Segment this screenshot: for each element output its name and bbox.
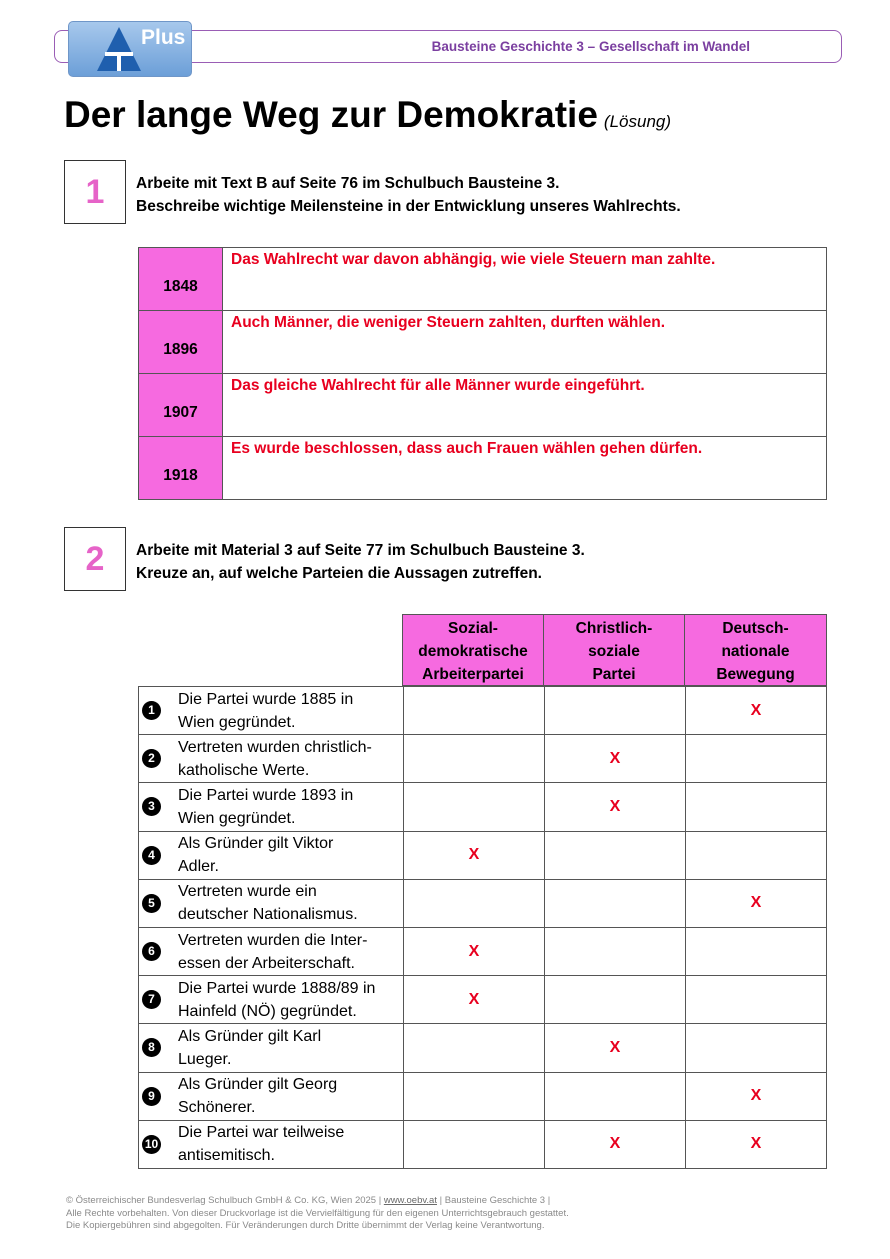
column-header-line: Sozial-	[448, 620, 498, 637]
checkbox-cell[interactable]	[545, 831, 686, 879]
statement-line: Die Partei war teilweise	[178, 1124, 345, 1142]
footer-copyright: © Österreichischer Bundesverlag Schulbuch GmbH & Co. KG, Wien 2025 |	[66, 1195, 384, 1206]
statement-line: Die Partei wurde 1888/89 in	[178, 979, 376, 997]
checkbox-cell[interactable]	[686, 831, 827, 879]
row-number-badge: 6	[142, 942, 161, 961]
table-row	[139, 783, 827, 831]
footer	[66, 1195, 569, 1233]
statement-line: Schönerer.	[178, 1099, 256, 1117]
column-header-line: soziale	[588, 643, 640, 660]
checkbox-cell[interactable]	[404, 1024, 545, 1072]
answer-cell: Das Wahlrecht war davon abhängig, wie viele Steuern man zahlte.	[223, 248, 827, 311]
checkbox-cell[interactable]: X	[686, 1072, 827, 1120]
milestones-table	[138, 247, 827, 500]
triangle-logo-icon	[95, 25, 143, 73]
checkbox-cell[interactable]: X	[404, 831, 545, 879]
task2-line2: Kreuze an, auf welche Parteien die Aussagen zutreffen.	[136, 565, 542, 582]
statement-line: Lueger.	[178, 1050, 232, 1068]
column-header-line: Christlich-	[575, 620, 653, 637]
table-row	[139, 927, 827, 975]
column-header-line: Deutsch-	[722, 620, 789, 637]
checkbox-cell[interactable]	[686, 976, 827, 1024]
column-header-line: Partei	[592, 666, 636, 683]
statement-line: essen der Arbeiterschaft.	[178, 954, 355, 972]
statement-line: Wien gegründet.	[178, 809, 296, 827]
checkbox-cell[interactable]	[404, 687, 545, 735]
statement-line: Hainfeld (NÖ) gegründet.	[178, 1002, 357, 1020]
answer-cell: Das gleiche Wahlrecht für alle Männer wurde eingeführt.	[223, 374, 827, 437]
checkbox-cell[interactable]	[404, 783, 545, 831]
series-title: Bausteine Geschichte 3 – Gesellschaft im Wandel	[431, 39, 750, 54]
plus-logo	[68, 21, 192, 77]
statement-line: deutscher Nationalismus.	[178, 906, 358, 924]
task1-line2: Beschreibe wichtige Meilensteine in der Entwicklung unseres Wahlrechts.	[136, 198, 681, 215]
column-header-line: Bewegung	[716, 666, 795, 683]
checkbox-cell[interactable]	[404, 735, 545, 783]
checkbox-cell[interactable]	[404, 879, 545, 927]
task2-line1: Arbeite mit Material 3 auf Seite 77 im Schulbuch Bausteine 3.	[136, 542, 585, 559]
table-row	[139, 735, 827, 783]
statement-cell	[139, 1024, 404, 1072]
table-row	[139, 879, 827, 927]
publisher-link[interactable]: www.oebv.at	[383, 1195, 437, 1206]
table-row	[139, 374, 827, 437]
statement-line: Die Partei wurde 1893 in	[178, 786, 354, 804]
checkbox-cell[interactable]	[404, 1072, 545, 1120]
checkbox-cell[interactable]: X	[404, 976, 545, 1024]
checkbox-cell[interactable]	[545, 1072, 686, 1120]
statement-cell	[139, 1072, 404, 1120]
statement-line: Vertreten wurden christlich-	[178, 738, 372, 756]
statement-cell	[139, 927, 404, 975]
checkbox-cell[interactable]: X	[545, 1120, 686, 1168]
footer-book: | Bausteine Geschichte 3 |	[436, 1195, 551, 1206]
task2-number: 2	[64, 527, 126, 591]
year-cell: 1848	[139, 248, 223, 311]
footer-line2: Alle Rechte vorbehalten. Von dieser Druckvorlage ist die Vervielfältigung für den eigenen Unterrichtsgebrauch gestattet.	[66, 1207, 569, 1219]
statement-line: Adler.	[178, 858, 219, 876]
checkbox-cell[interactable]: X	[545, 735, 686, 783]
footer-line3: Die Kopiergebühren sind abgegolten. Für Veränderungen durch Dritte übernimmt der Verlag keine Verantwortung.	[66, 1220, 545, 1231]
statement-line: Die Partei wurde 1885 in	[178, 690, 354, 708]
row-number-badge: 1	[142, 701, 161, 720]
solution-tag: (Lösung)	[603, 112, 672, 131]
column-header-line: Arbeiterpartei	[422, 666, 524, 683]
statement-cell	[139, 879, 404, 927]
table-row	[139, 687, 827, 735]
checkbox-cell[interactable]	[686, 735, 827, 783]
row-number-badge: 8	[142, 1038, 161, 1057]
checkbox-cell[interactable]: X	[686, 687, 827, 735]
column-header-spoe	[402, 614, 544, 686]
task1-number: 1	[64, 160, 126, 224]
statement-line: Als Gründer gilt Viktor	[178, 835, 334, 853]
checkbox-cell[interactable]	[686, 927, 827, 975]
statement-line: katholische Werte.	[178, 761, 310, 779]
checkbox-cell[interactable]	[404, 1120, 545, 1168]
row-number-badge: 10	[142, 1135, 161, 1154]
row-number-badge: 2	[142, 749, 161, 768]
task1-instructions	[136, 172, 681, 218]
checkbox-cell[interactable]	[545, 976, 686, 1024]
footer-line1	[66, 1195, 569, 1208]
parties-table	[138, 686, 827, 1169]
statement-line: Vertreten wurden die Inter-	[178, 931, 368, 949]
checkbox-cell[interactable]	[545, 927, 686, 975]
column-header-christlichsozial	[543, 614, 685, 686]
year-cell: 1918	[139, 437, 223, 500]
checkbox-cell[interactable]	[545, 879, 686, 927]
statement-cell	[139, 687, 404, 735]
answer-cell: Auch Männer, die weniger Steuern zahlten, durften wählen.	[223, 311, 827, 374]
column-header-line: nationale	[721, 643, 790, 660]
table-row	[139, 311, 827, 374]
statement-line: Wien gegründet.	[178, 713, 296, 731]
checkbox-cell[interactable]: X	[686, 879, 827, 927]
checkbox-cell[interactable]: X	[545, 783, 686, 831]
checkbox-cell[interactable]: X	[686, 1120, 827, 1168]
row-number-badge: 5	[142, 894, 161, 913]
statement-cell	[139, 735, 404, 783]
statement-line: Als Gründer gilt Karl	[178, 1027, 322, 1045]
year-cell: 1896	[139, 311, 223, 374]
table-row	[139, 1120, 827, 1168]
statement-line: antisemitisch.	[178, 1147, 275, 1165]
row-number-badge: 3	[142, 797, 161, 816]
row-number-badge: 4	[142, 846, 161, 865]
checkbox-cell[interactable]	[686, 1024, 827, 1072]
checkbox-cell[interactable]	[545, 687, 686, 735]
table-row	[139, 248, 827, 311]
answer-cell: Es wurde beschlossen, dass auch Frauen wählen gehen dürfen.	[223, 437, 827, 500]
column-header-line: demokratische	[418, 643, 528, 660]
row-number-badge: 9	[142, 1087, 161, 1106]
checkbox-cell[interactable]: X	[545, 1024, 686, 1072]
year-cell: 1907	[139, 374, 223, 437]
table-row	[139, 437, 827, 500]
row-number-badge: 7	[142, 990, 161, 1009]
checkbox-cell[interactable]: X	[404, 927, 545, 975]
task2-instructions	[136, 539, 585, 585]
checkbox-cell[interactable]	[686, 783, 827, 831]
column-header-deutschnational	[684, 614, 827, 686]
table-row	[139, 1072, 827, 1120]
table-row	[139, 1024, 827, 1072]
page-title-text: Der lange Weg zur Demokratie	[64, 94, 598, 135]
table-row	[139, 976, 827, 1024]
statement-line: Vertreten wurde ein	[178, 883, 317, 901]
page-title	[64, 95, 671, 136]
table-row	[139, 831, 827, 879]
statement-cell	[139, 1120, 404, 1168]
statement-cell	[139, 831, 404, 879]
statement-cell	[139, 783, 404, 831]
statement-cell	[139, 976, 404, 1024]
statement-line: Als Gründer gilt Georg	[178, 1076, 338, 1094]
task1-line1: Arbeite mit Text B auf Seite 76 im Schulbuch Bausteine 3.	[136, 175, 560, 192]
logo-text: Plus	[141, 26, 186, 49]
